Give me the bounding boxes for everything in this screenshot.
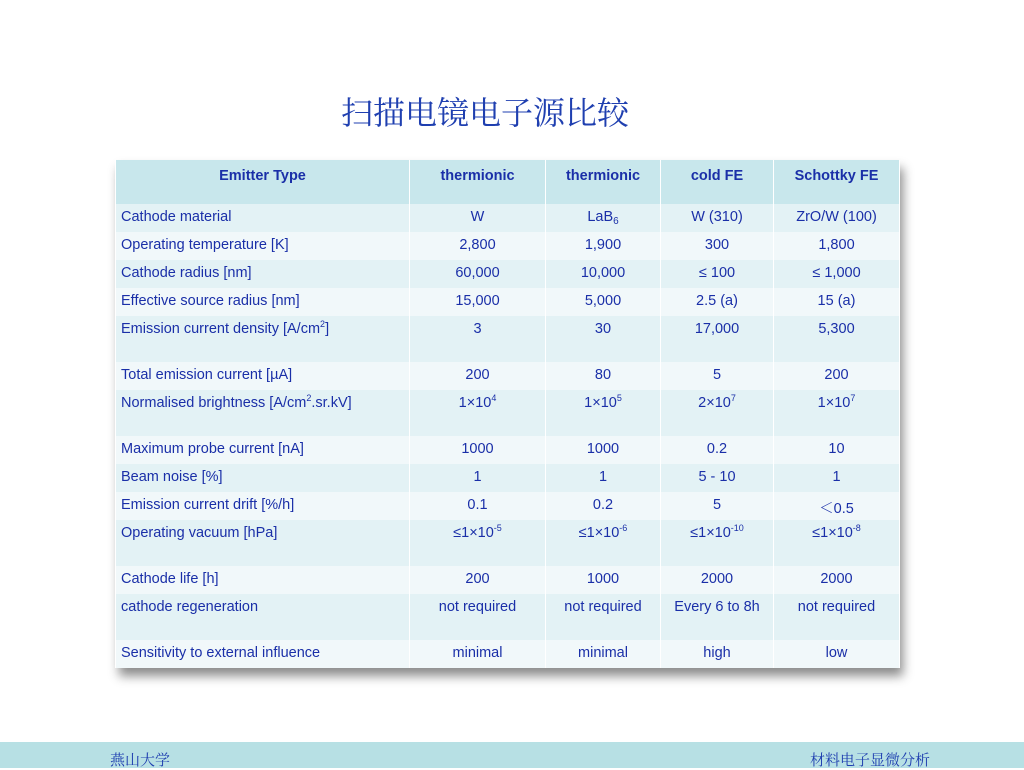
table-cell: 1000	[546, 436, 661, 464]
table-cell: $1\times 10^4$	[410, 390, 546, 436]
table-cell: not required	[546, 594, 661, 640]
table-cell: 30	[546, 316, 661, 362]
table-cell: minimal	[410, 640, 546, 668]
header-emitter-type: Emitter Type	[116, 160, 410, 204]
table-cell: 17,000	[661, 316, 774, 362]
table-cell: $2\times 10^7$	[661, 390, 774, 436]
table-cell: W	[410, 204, 546, 232]
table-cell: 1000	[546, 566, 661, 594]
table-row	[116, 520, 900, 566]
table-cell: 200	[410, 362, 546, 390]
table-row	[116, 436, 900, 464]
table-cell: ≤ 100	[661, 260, 774, 288]
row-label: Cathode life [h]	[116, 566, 410, 594]
table-cell: minimal	[546, 640, 661, 668]
footer-course: 材料电子显微分析	[809, 751, 930, 769]
row-label: Sensitivity to external influence	[116, 640, 410, 668]
table-cell: 200	[410, 566, 546, 594]
row-label: Emission current density $[A/cm^2]$	[116, 316, 410, 362]
table-cell: 1000	[410, 436, 546, 464]
table-cell: 0.2	[661, 436, 774, 464]
header-thermionic-w: thermionic	[410, 160, 546, 204]
table-cell: $1\times 10^5$	[546, 390, 661, 436]
table-cell: $\le 1\times 10^{-6}$	[546, 520, 661, 566]
table-cell: 1,800	[774, 232, 900, 260]
table-cell: 5 - 10	[661, 464, 774, 492]
table-cell: 15 (a)	[774, 288, 900, 316]
table-cell: 200	[774, 362, 900, 390]
row-label: Cathode material	[116, 204, 410, 232]
table-cell: 5	[661, 492, 774, 520]
table-cell: Every 6 to 8h	[661, 594, 774, 640]
table-row	[116, 232, 900, 260]
table-cell: $1\times 10^7$	[774, 390, 900, 436]
row-label: Operating vacuum [hPa]	[116, 520, 410, 566]
table-row	[116, 492, 900, 520]
table-cell: 0.2	[546, 492, 661, 520]
table-cell: 60,000	[410, 260, 546, 288]
table-cell: 2000	[661, 566, 774, 594]
table-cell: 300	[661, 232, 774, 260]
slide-title: 扫描电镜电子源比较	[340, 94, 629, 132]
row-label: Total emission current [µA]	[116, 362, 410, 390]
table-row	[116, 594, 900, 640]
table-cell: ≤ 1,000	[774, 260, 900, 288]
table-cell: $\le 1\times 10^{-10}$	[661, 520, 774, 566]
row-label: Normalised brightness $[A/cm^2.sr.kV]$	[116, 390, 410, 436]
table-row	[116, 204, 900, 232]
table-cell: 1,900	[546, 232, 661, 260]
emitter-comparison-table	[115, 160, 900, 668]
table-cell: low	[774, 640, 900, 668]
table-cell: 1	[410, 464, 546, 492]
table-cell: 10,000	[546, 260, 661, 288]
table-cell: 2.5 (a)	[661, 288, 774, 316]
table-cell: 5,000	[546, 288, 661, 316]
table-cell: not required	[410, 594, 546, 640]
table-row	[116, 362, 900, 390]
table-row	[116, 566, 900, 594]
row-label: Maximum probe current [nA]	[116, 436, 410, 464]
table-cell: 5,300	[774, 316, 900, 362]
table-row	[116, 640, 900, 668]
row-label: Operating temperature [K]	[116, 232, 410, 260]
table-cell: 10	[774, 436, 900, 464]
footer-bar	[0, 742, 1024, 768]
table-cell: W (310)	[661, 204, 774, 232]
table-row	[116, 288, 900, 316]
header-schottky-fe: Schottky FE	[774, 160, 900, 204]
table-row	[116, 390, 900, 436]
row-label: Cathode radius [nm]	[116, 260, 410, 288]
comparison-table-container	[115, 160, 899, 668]
header-thermionic-lab6: thermionic	[546, 160, 661, 204]
row-label: Effective source radius [nm]	[116, 288, 410, 316]
table-cell: 0.1	[410, 492, 546, 520]
row-label: Emission current drift [%/h]	[116, 492, 410, 520]
table-cell: 1	[774, 464, 900, 492]
table-cell: 3	[410, 316, 546, 362]
table-cell: ＜0.5	[774, 492, 900, 520]
header-cold-fe: cold FE	[661, 160, 774, 204]
row-label: Beam noise [%]	[116, 464, 410, 492]
table-row	[116, 464, 900, 492]
table-cell: 15,000	[410, 288, 546, 316]
table-cell: not required	[774, 594, 900, 640]
row-label: cathode regeneration	[116, 594, 410, 640]
table-row	[116, 260, 900, 288]
table-row	[116, 316, 900, 362]
table-cell: $\le 1\times 10^{-8}$	[774, 520, 900, 566]
table-cell: 2000	[774, 566, 900, 594]
table-header-row	[116, 160, 900, 204]
table-cell: 2,800	[410, 232, 546, 260]
table-cell: $\le 1\times 10^{-5}$	[410, 520, 546, 566]
table-cell: high	[661, 640, 774, 668]
table-cell: ZrO/W (100)	[774, 204, 900, 232]
footer-university: 燕山大学	[110, 751, 171, 769]
table-cell: 80	[546, 362, 661, 390]
table-cell: 1	[546, 464, 661, 492]
table-cell: 5	[661, 362, 774, 390]
table-cell: LaB$_6$	[546, 204, 661, 232]
